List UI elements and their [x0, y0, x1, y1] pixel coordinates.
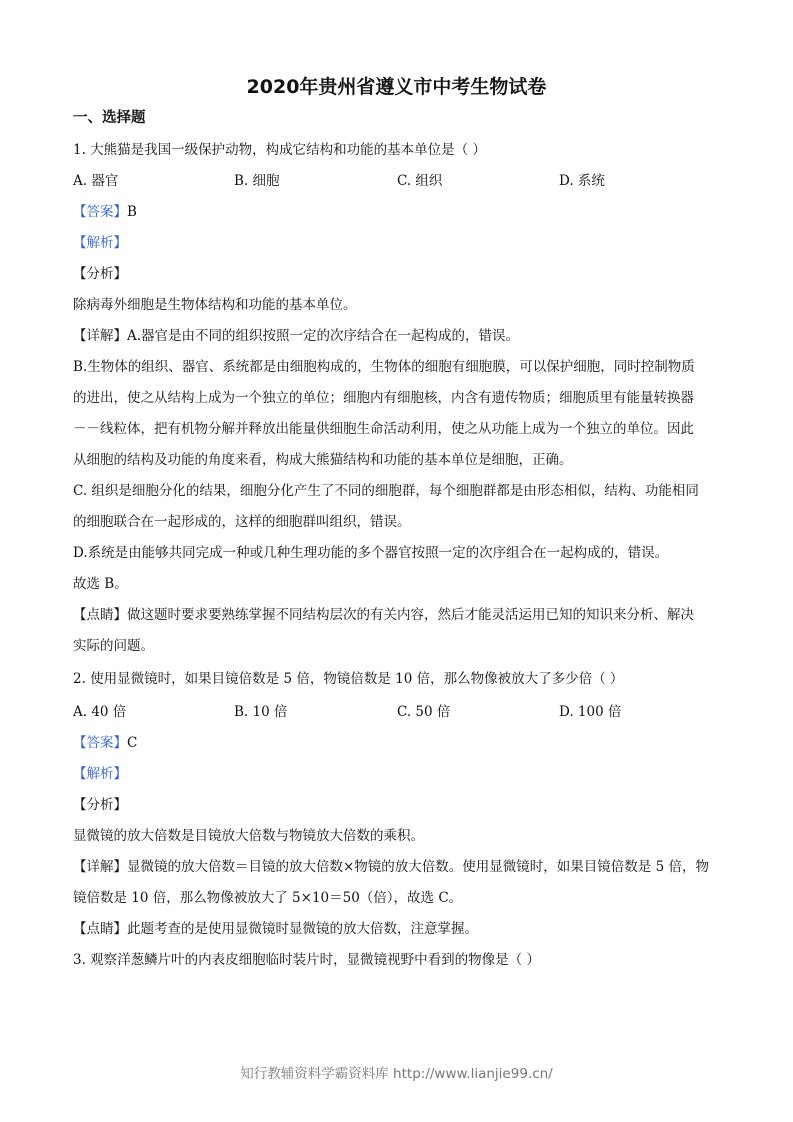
- q2-option-b: B. 10 倍: [234, 704, 288, 720]
- q2-option-d: D. 100 倍: [559, 704, 622, 720]
- q2-detail-line: 【详解】显微镜的放大倍数＝目镜的放大倍数×物镜的放大倍数。使用显微镜时，如果目镜倍数是 5 倍，物: [73, 859, 709, 875]
- q1-fenxi-text: 除病毒外细胞是生物体结构和功能的基本单位。: [73, 297, 357, 313]
- q1-detail-line: －－线粒体，把有机物分解并释放出能量供细胞生命活动利用，使之从功能上成为一个独立的单位。因此: [73, 421, 694, 437]
- question-1-options: [73, 171, 723, 191]
- q2-fenxi-heading: 【分析】: [73, 797, 127, 813]
- question-1-stem: 1. 大熊猫是我国一级保护动物，构成它结构和功能的基本单位是（ ）: [73, 142, 486, 158]
- q2-dianjing: 【点睛】此题考查的是使用显微镜时显微镜的放大倍数，注意掌握。: [73, 921, 478, 937]
- q1-dianjing-line: 实际的问题。: [73, 638, 154, 654]
- q2-analysis-tag: 【解析】: [73, 766, 127, 782]
- question-2-stem: 2. 使用显微镜时，如果目镜倍数是 5 倍，物镜倍数是 10 倍，那么物像被放大了多少倍（ ）: [73, 671, 624, 687]
- q2-fenxi-text: 显微镜的放大倍数是目镜放大倍数与物镜放大倍数的乘积。: [73, 828, 424, 844]
- q2-option-a: A. 40 倍: [73, 704, 127, 720]
- section-heading: 一、选择题: [73, 110, 146, 126]
- page-title: 2020年贵州省遵义市中考生物试卷: [246, 76, 547, 98]
- q1-fenxi-heading: 【分析】: [73, 266, 127, 282]
- q2-detail-line: 镜倍数是 10 倍，那么物像被放大了 5×10＝50（倍），故选 C。: [73, 890, 463, 906]
- q1-option-c: C. 组织: [397, 173, 443, 189]
- q1-answer-tag: 【答案】: [73, 204, 127, 220]
- q1-dianjing-line: 【点睛】做这题时要求要熟练掌握不同结构层次的有关内容，然后才能灵活运用已知的知识来分析、解决: [73, 607, 694, 623]
- q2-answer: [73, 733, 723, 753]
- q1-option-d: D. 系统: [559, 173, 605, 189]
- question-2-options: [73, 702, 723, 722]
- question-3-stem: 3. 观察洋葱鳞片叶的内表皮细胞临时装片时，显微镜视野中看到的物像是（ ）: [73, 952, 540, 968]
- q1-detail-line: C. 组织是细胞分化的结果，细胞分化产生了不同的细胞群，每个细胞群都是由形态相似，结构、功能相同: [73, 483, 699, 499]
- q1-detail-line: 从细胞的结构及功能的角度来看，构成大熊猫结构和功能的基本单位是细胞，正确。: [73, 452, 573, 468]
- q1-detail-line: B.生物体的组织、器官、系统都是由细胞构成的，生物体的细胞有细胞膜，可以保护细胞，同时控制物质: [73, 359, 695, 375]
- q1-option-b: B. 细胞: [234, 173, 280, 189]
- footer-watermark: 知行教辅资料学霸资料库 http://www.lianjie99.cn/: [240, 1066, 553, 1082]
- q1-analysis-tag: 【解析】: [73, 235, 127, 251]
- q2-answer-value: C: [127, 735, 138, 751]
- q1-detail-line: D.系统是由能够共同完成一种或几种生理功能的多个器官按照一定的次序组合在一起构成的，错误。: [73, 545, 669, 561]
- q2-answer-tag: 【答案】: [73, 735, 127, 751]
- q2-option-c: C. 50 倍: [397, 704, 451, 720]
- q1-conclusion: 故选 B。: [73, 576, 128, 592]
- q1-answer-value: B: [127, 204, 137, 220]
- q1-answer: [73, 202, 723, 222]
- q1-detail-line: 的进出，使之从结构上成为一个独立的单位；细胞内有细胞核，内含有遗传物质；细胞质里有能量转换器: [73, 390, 694, 406]
- q1-detail-line: 的细胞联合在一起形成的，这样的细胞群叫组织，错误。: [73, 514, 411, 530]
- q1-detail-line: 【详解】A.器官是由不同的组织按照一定的次序结合在一起构成的，错误。: [73, 328, 520, 344]
- q1-option-a: A. 器官: [73, 173, 119, 189]
